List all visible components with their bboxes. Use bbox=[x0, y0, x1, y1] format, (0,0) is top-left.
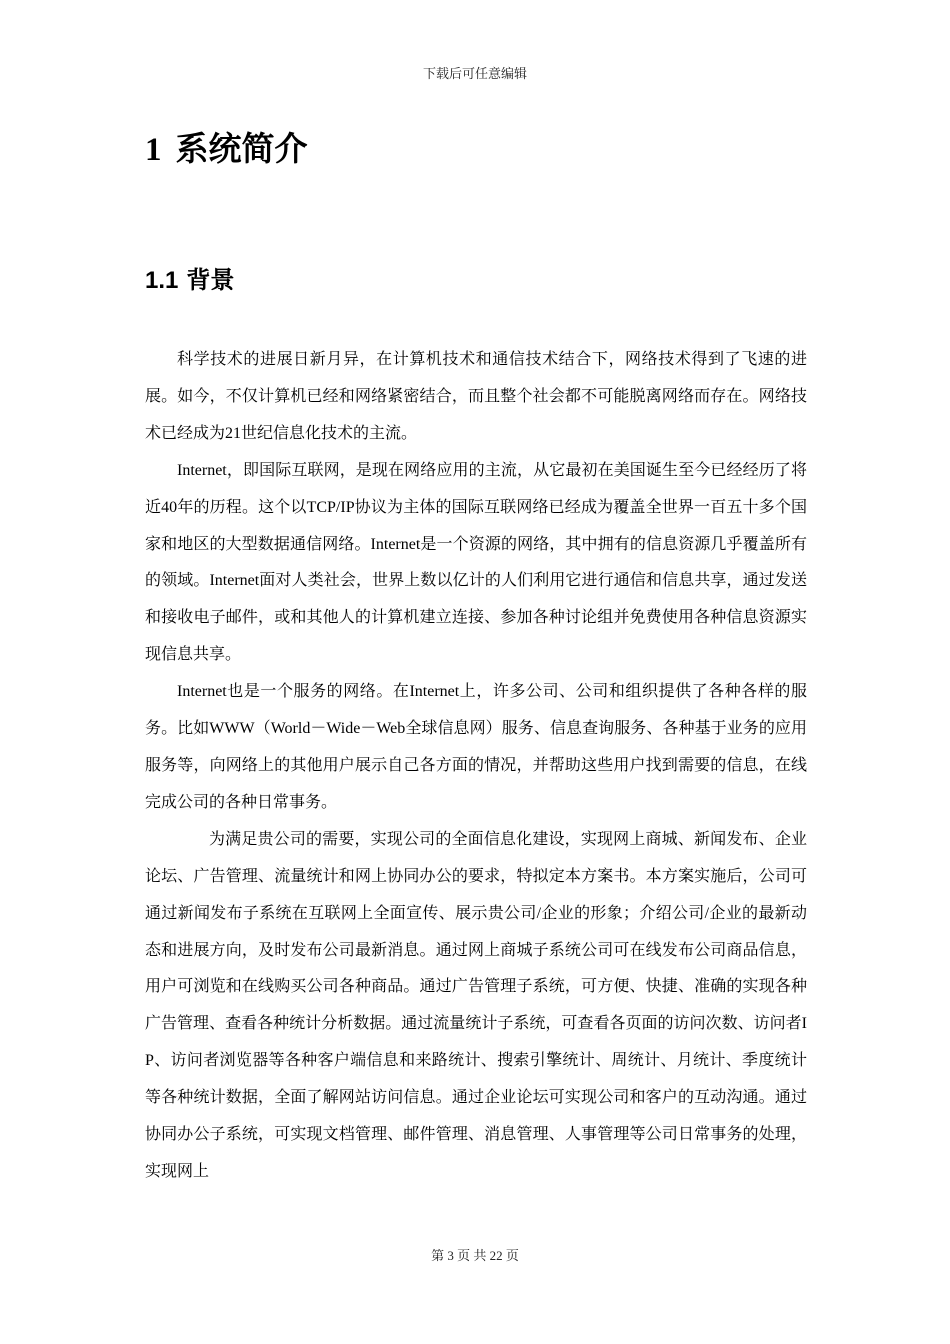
subsection-number: 1.1 bbox=[145, 267, 179, 294]
paragraph-1: 科学技术的进展日新月异，在计算机技术和通信技术结合下，网络技术得到了飞速的进展。如今，不仅计算机已经和网络紧密结合，而且整个社会都不可能脱离网络而存在。网络技术已经成为21世纪信息化技术的主流。 bbox=[145, 351, 807, 442]
subsection-heading bbox=[145, 263, 234, 298]
page-header: 下载后可任意编辑 bbox=[422, 66, 527, 81]
section-title: 系统简介 bbox=[175, 129, 308, 168]
section-number: 1 bbox=[145, 132, 162, 168]
subsection-title: 背景 bbox=[186, 266, 235, 294]
paragraph-3: Internet也是一个服务的网络。在Internet上，许多公司、公司和组织提供了各种各样的服务。比如WWW（World－Wide－Web全球信息网）服务、信息查询服务、各种基于业务的应用服务等，向网络上的其他用户展示自己各方面的情况，并帮助这些用户找到需要的信息，在线完成公司的各种日常事务。 bbox=[145, 683, 807, 811]
paragraph-2: Internet，即国际互联网，是现在网络应用的主流，从它最初在美国诞生至今已经经历了将近40年的历程。这个以TCP/IP协议为主体的国际互联网络已经成为覆盖全世界一百五十多个国家和地区的大型数据通信网络。Internet是一个资源的网络，其中拥有的信息资源几乎覆盖所有的领域。Internet面对人类社会，世界上数以亿计的人们利用它进行通信和信息共享，通过发送和接收电子邮件，或和其他人的计算机建立连接、参加各种讨论组并免费使用各种信息资源实现信息共享。 bbox=[145, 461, 807, 664]
paragraph-4: 为满足贵公司的需要，实现公司的全面信息化建设，实现网上商城、新闻发布、企业论坛、广告管理、流量统计和网上协同办公的要求，特拟定本方案书。本方案实施后，公司可通过新闻发布子系统在互联网上全面宣传、展示贵公司/企业的形象；介绍公司/企业的最新动态和进展方向，及时发布公司最新消息。通过网上商城子系统公司可在线发布公司商品信息，用户可浏览和在线购买公司各种商品。通过广告管理子系统，可方便、快捷、准确的实现各种广告管理、查看各种统计分析数据。通过流量统计子系统，可查看各页面的访问次数、访问者IP、访问者浏览器等各种客户端信息和来路统计、搜索引擎统计、周统计、月统计、季度统计等各种统计数据，全面了解网站访问信息。通过企业论坛可实现公司和客户的互动沟通。通过协同办公子系统，可实现文档管理、邮件管理、消息管理、人事管理等公司日常事务的处理，实现网上 bbox=[145, 830, 807, 1180]
section-heading bbox=[145, 126, 308, 173]
page-footer: 第 3 页 共 22 页 bbox=[431, 1248, 519, 1263]
body-text bbox=[145, 342, 807, 1191]
